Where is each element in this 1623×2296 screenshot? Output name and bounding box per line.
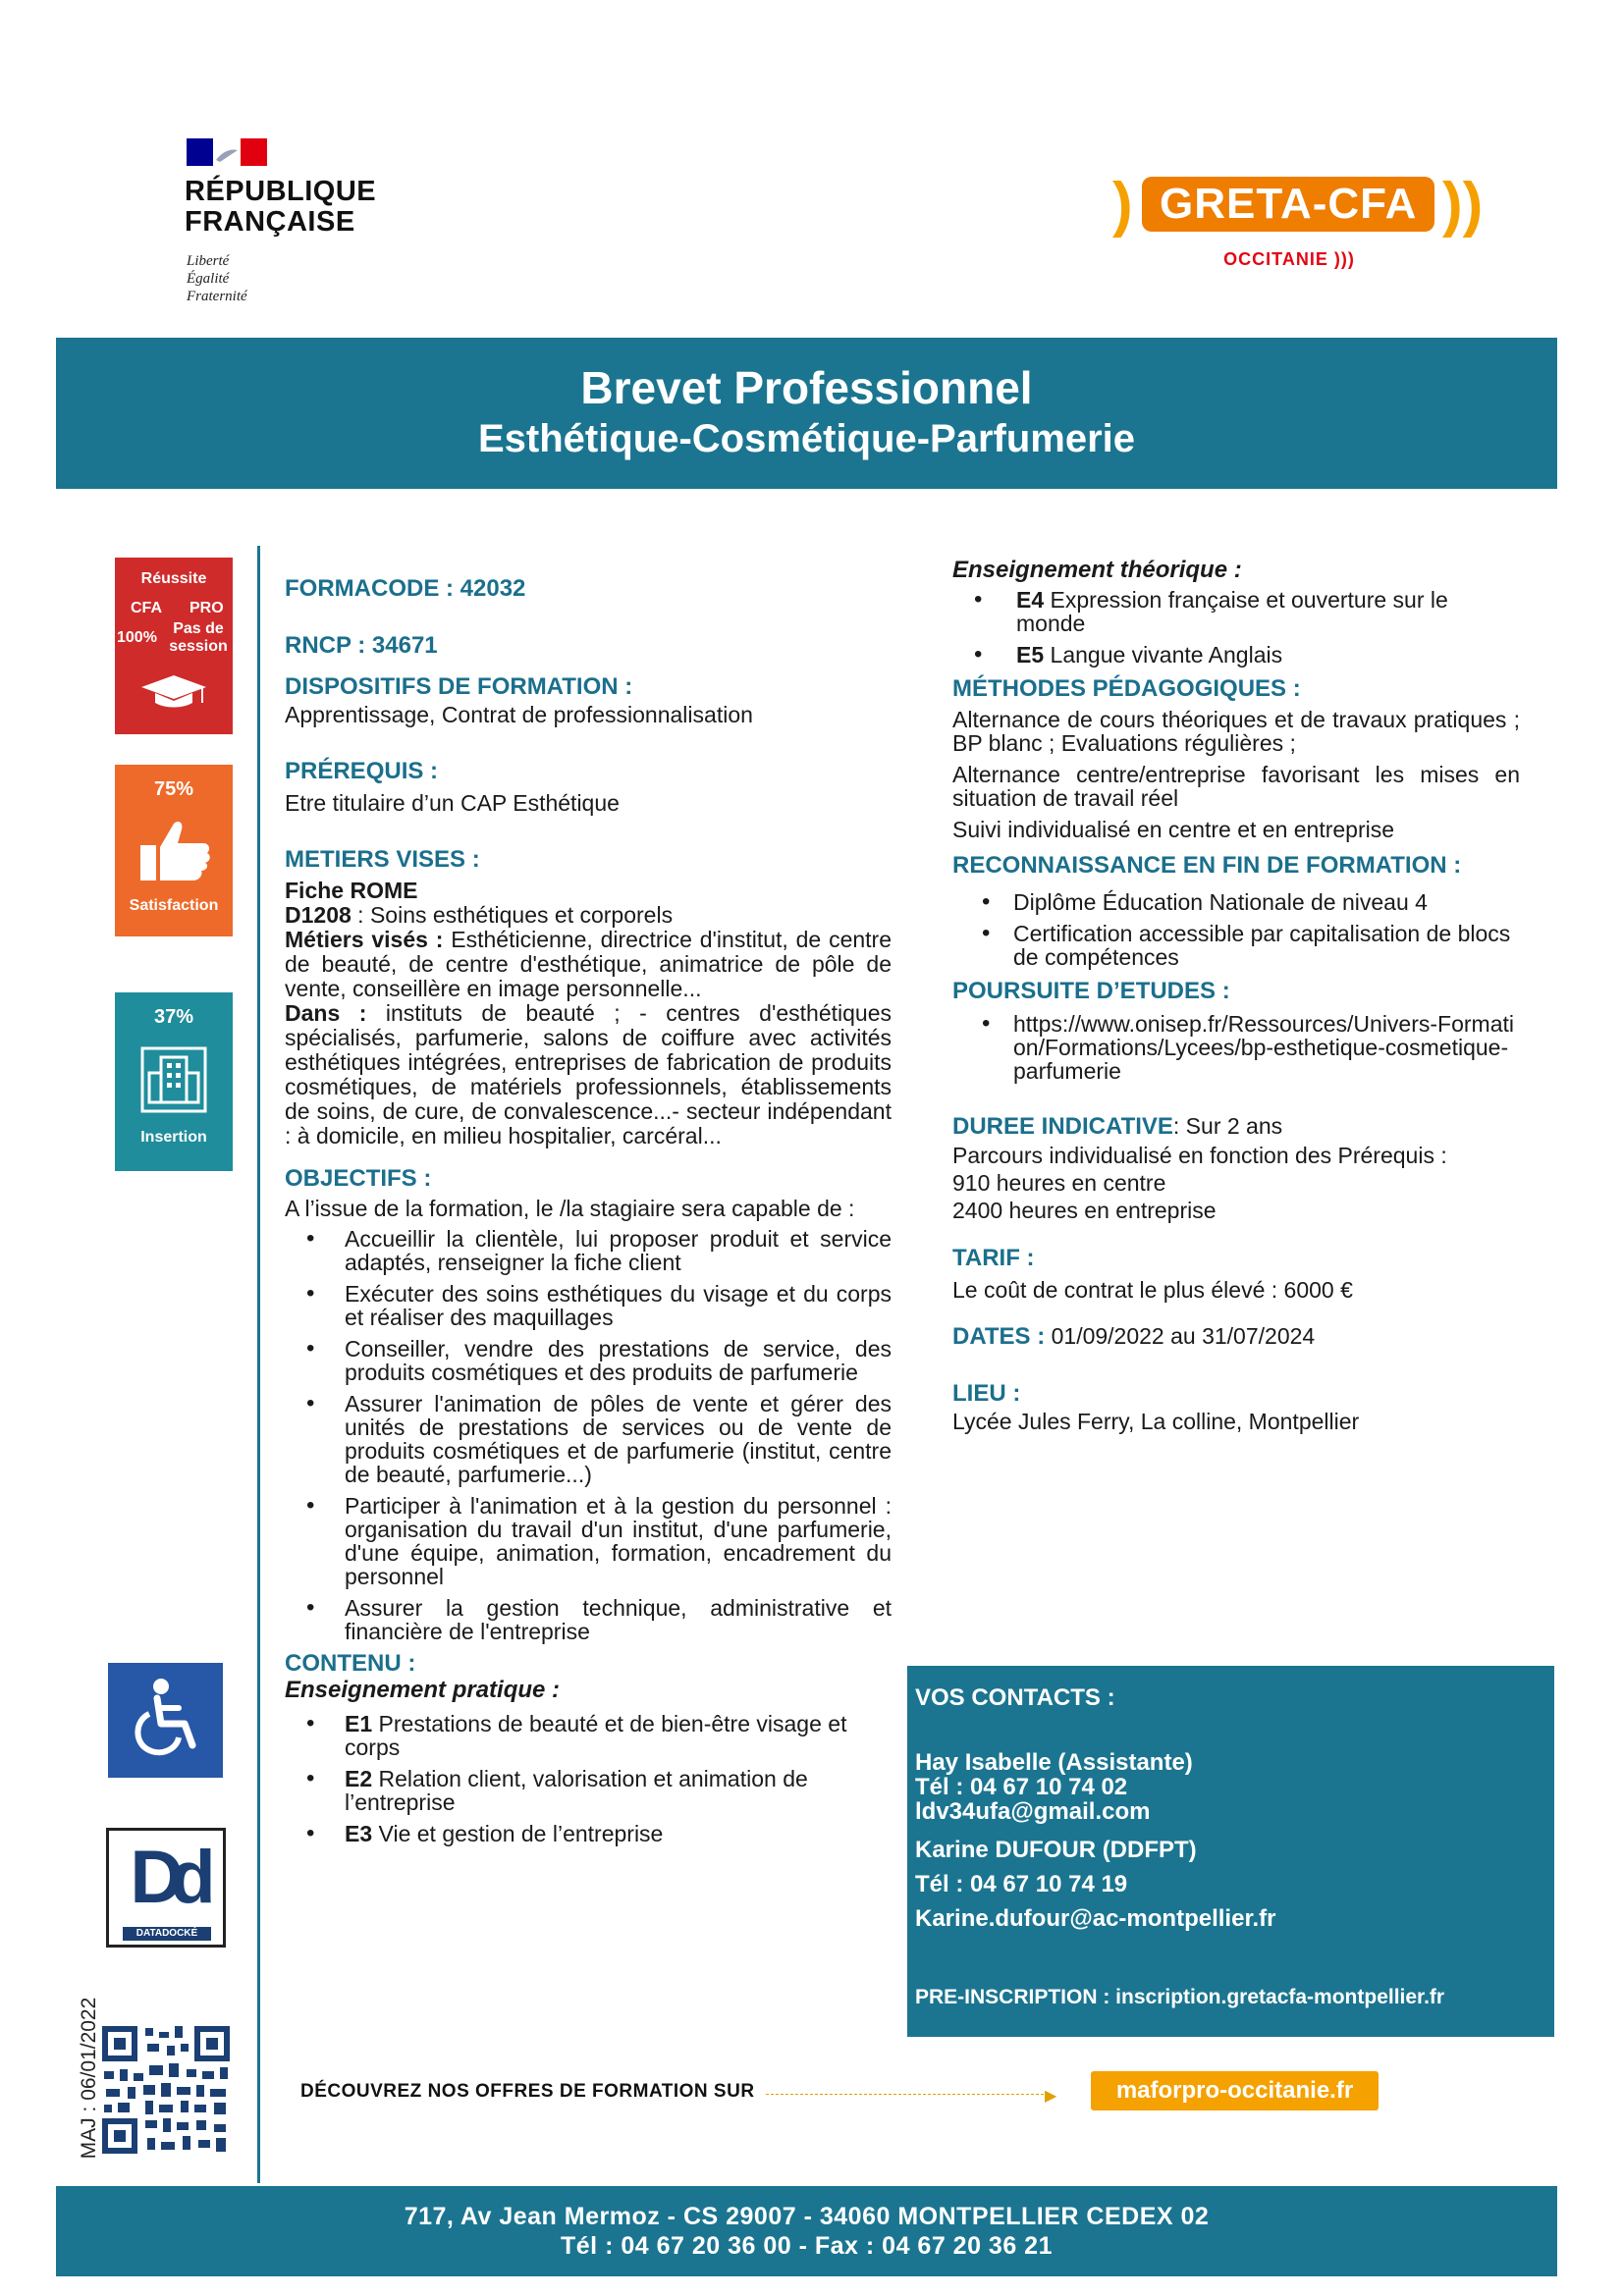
poursuite-list [952, 1012, 1520, 1083]
discover-text: DÉCOUVREZ NOS OFFRES DE FORMATION SUR [300, 2081, 755, 2102]
list-item: • Conseiller, vendre des prestations de service, des produits cosmétiques et des produits de parfumerie [285, 1337, 892, 1384]
methodes-text: Alternance de cours théoriques et de travaux pratiques ; BP blanc ; Evaluations régulières ; Alternance centre/entreprise favorisant les mises en situation de travail réel Suivi individualisé en centre et en entreprise [952, 707, 1520, 842]
left-column [285, 574, 892, 1853]
contact-1-name: Hay Isabelle (Assistante) [915, 1749, 1193, 1776]
contenu-heading: CONTENU : [285, 1650, 416, 1677]
contacts-box [907, 1666, 1554, 2037]
contact-2-name: Karine DUFOUR (DDFPT) [915, 1837, 1197, 1863]
dispositifs-heading: DISPOSITIFS DE FORMATION : [285, 673, 633, 700]
methodes-heading: MÉTHODES PÉDAGOGIQUES : [952, 675, 1301, 702]
list-item: • E1 Prestations de beauté et de bien-être visage et corps [285, 1712, 892, 1759]
footer-phone: Tél : 04 67 20 36 00 - Fax : 04 67 20 36 21 [561, 2232, 1053, 2260]
list-item: • E5 Langue vivante Anglais [952, 643, 1520, 667]
list-item: • E2 Relation client, valorisation et animation de l’entreprise [285, 1767, 892, 1814]
arrow-line [766, 2094, 1049, 2095]
arrow-right-icon: ▶ [1045, 2088, 1057, 2105]
right-column [952, 557, 1520, 1434]
building-icon [139, 1045, 208, 1114]
list-item: • E3 Vie et gestion de l’entreprise [285, 1822, 892, 1845]
page-title: Brevet Professionnel [580, 362, 1033, 413]
metiers-text: Fiche ROME D1208 : Soins esthétiques et corporels Métiers visés : Esthéticienne, directrice d'institut, de centre de beauté, de centre d'esthétique, animatrice de pôle de vente, conseillère en image personnelle... Dans : instituts de beauté ; - centres d'esthétiques spécialisés, parfumerie, salons de coiffure avec activités esthétiques intégrées, entreprises de fabrication de produits cosmétiques, de matériels professionnels, établissements de soins, de cure, de convalescence...- secteur indépendant : à domicile, en milieu hospitalier, carcéral... [285, 878, 892, 1148]
list-item: • Diplôme Éducation Nationale de niveau 4 [952, 890, 1520, 914]
list-item: • Certification accessible par capitalisation de blocs de compétences [952, 922, 1520, 969]
lieu-text: Lycée Jules Ferry, La colline, Montpellier [952, 1409, 1360, 1434]
qr-code [98, 2022, 234, 2158]
republique-francaise: RÉPUBLIQUE FRANÇAISE [185, 176, 377, 238]
preinscription-link[interactable]: PRE-INSCRIPTION : inscription.gretacfa-montpellier.fr [915, 1986, 1445, 2008]
metiers-heading: METIERS VISES : [285, 846, 480, 873]
dispositifs-text: Apprentissage, Contrat de professionnalisation [285, 702, 753, 727]
pratique-heading: Enseignement pratique : [285, 1677, 561, 1703]
objectifs-heading: OBJECTIFS : [285, 1165, 432, 1192]
duree: DUREE INDICATIVE: Sur 2 ans [952, 1113, 1283, 1140]
list-item: • Participer à l'animation et à la gestion du personnel : organisation du travail d'un institut, d'une parfumerie, d'une équipe, animation, formation, encadrement du personnel [285, 1494, 892, 1588]
formacode: FORMACODE : 42032 [285, 575, 526, 602]
contacts-title: VOS CONTACTS : [915, 1684, 1115, 1711]
prerequis-text: Etre titulaire d’un CAP Esthétique [285, 790, 620, 816]
objectifs-intro: A l’issue de la formation, le /la stagiaire sera capable de : [285, 1196, 855, 1221]
poursuite-heading: POURSUITE D’ETUDES : [952, 978, 1230, 1004]
title-banner [56, 338, 1557, 489]
wheelchair-icon [108, 1663, 223, 1778]
contact-2-email[interactable]: Karine.dufour@ac-montpellier.fr [915, 1905, 1276, 1932]
theorique-heading: Enseignement théorique : [952, 557, 1242, 583]
tarif-text: Le coût de contrat le plus élevé : 6000 € [952, 1277, 1353, 1303]
page-subtitle: Esthétique-Cosmétique-Parfumerie [477, 417, 1136, 460]
tarif-heading: TARIF : [952, 1245, 1035, 1271]
insertion-badge: 37% Insertion [115, 992, 233, 1171]
footer [56, 2186, 1557, 2276]
pratique-list [285, 1712, 892, 1845]
onisep-link[interactable]: • https://www.onisep.fr/Ressources/Univers-Formation/Formations/Lycees/bp-esthetique-cosmetique-parfumerie [952, 1012, 1520, 1083]
duree-detail: Parcours individualisé en fonction des Prérequis : 910 heures en centre 2400 heures en entreprise [952, 1143, 1447, 1223]
contact-1-phone[interactable]: Tél : 04 67 10 74 02 [915, 1774, 1128, 1800]
list-item: • Assurer l'animation de pôles de vente et gérer des unités de prestations de services ou de vente de produits cosmétiques et de parfumerie (institut, centre de beauté, parfumerie...) [285, 1392, 892, 1486]
update-date: MAJ : 06/01/2022 [78, 1997, 100, 2160]
list-item: • Exécuter des soins esthétiques du visage et du corps et réaliser des maquillages [285, 1282, 892, 1329]
thumbs-up-icon [135, 816, 213, 884]
reconnaissance-heading: RECONNAISSANCE EN FIN DE FORMATION : [952, 852, 1462, 879]
list-item: • Assurer la gestion technique, administrative et financière de l'entreprise [285, 1596, 892, 1643]
maforpro-link[interactable]: maforpro-occitanie.fr [1091, 2071, 1379, 2110]
greta-region: OCCITANIE ))) [1223, 249, 1355, 269]
dates: DATES : 01/09/2022 au 31/07/2024 [952, 1323, 1316, 1350]
footer-address: 717, Av Jean Mermoz - CS 29007 - 34060 MONTPELLIER CEDEX 02 [404, 2203, 1210, 2230]
rncp: RNCP : 34671 [285, 632, 438, 659]
theorique-list [952, 588, 1520, 667]
column-divider [257, 546, 260, 2183]
datadock-logo: Dd DATADOCKÉ [106, 1828, 226, 1948]
graduation-cap-icon [139, 671, 208, 711]
contact-1-email[interactable]: ldv34ufa@gmail.com [915, 1798, 1151, 1825]
reconnaissance-list [952, 890, 1520, 969]
marianne-flag-logo [187, 138, 267, 166]
prerequis-heading: PRÉREQUIS : [285, 758, 439, 784]
list-item: • Accueillir la clientèle, lui proposer produit et service adaptés, renseigner la fiche client [285, 1227, 892, 1274]
lieu-heading: LIEU : [952, 1380, 1021, 1407]
objectifs-list [285, 1227, 892, 1643]
contact-2-phone[interactable]: Tél : 04 67 10 74 19 [915, 1871, 1128, 1897]
reussite-badge: Réussite CFA PRO 100% Pas de session [115, 558, 233, 734]
republique-motto: Liberté Égalité Fraternité [187, 253, 247, 304]
satisfaction-badge: 75% Satisfaction [115, 765, 233, 936]
greta-cfa-logo: ) GRETA-CFA )) OCCITANIE ))) [1112, 171, 1484, 269]
list-item: • E4 Expression française et ouverture sur le monde [952, 588, 1520, 635]
